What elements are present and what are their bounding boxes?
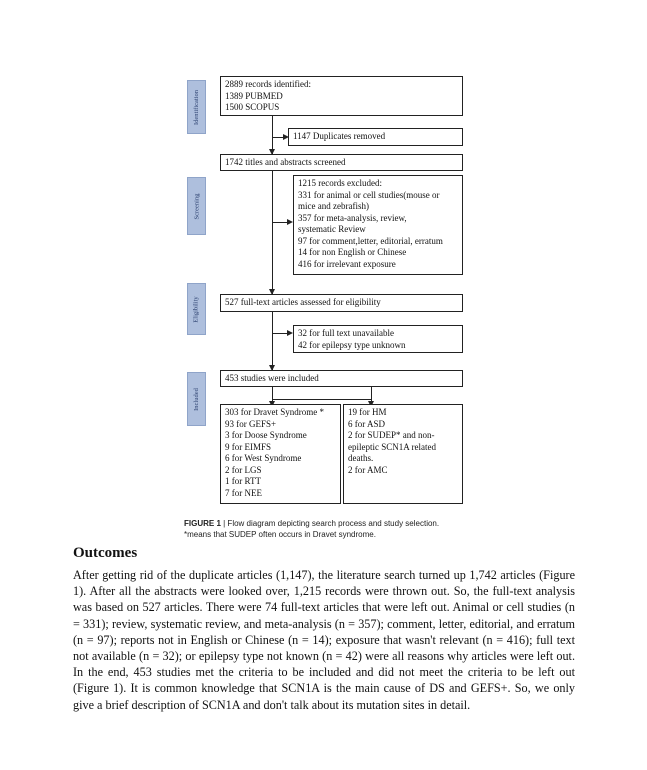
box-line: systematic Review: [298, 224, 366, 234]
box-line: 303 for Dravet Syndrome *: [225, 407, 324, 417]
box-duplicates-removed: [288, 128, 463, 146]
box-fulltext-assessed: [220, 294, 463, 312]
box-line: 1215 records excluded:: [298, 178, 382, 188]
stage-identification: [187, 80, 206, 134]
box-records-identified: [220, 76, 463, 116]
stage-screening: [187, 177, 206, 235]
box-group-left: [220, 404, 341, 504]
caption-text: | Flow diagram depicting search process and study selection.: [220, 519, 440, 528]
box-line: deaths.: [348, 453, 374, 463]
box-line: 1742 titles and abstracts screened: [225, 157, 346, 167]
box-line: 93 for GEFS+: [225, 418, 277, 429]
section-heading: Outcomes: [73, 545, 138, 561]
box-line: 1389 PUBMED: [225, 90, 283, 101]
box-line: mice and zebrafish): [298, 201, 369, 211]
box-fulltext-excluded: [293, 325, 463, 353]
box-line: 527 full-text articles assessed for eligibility: [225, 297, 381, 307]
caption-note: *means that SUDEP often occurs in Dravet syndrome.: [184, 530, 376, 539]
box-group-right: [343, 404, 463, 504]
stage-label: Identification: [193, 89, 201, 125]
box-line: 2 for SUDEP* and non-: [348, 430, 435, 440]
box-line: 2 for LGS: [225, 464, 262, 475]
connector: [272, 333, 288, 334]
box-screened: [220, 154, 463, 171]
connector: [272, 399, 371, 400]
stage-label: Eligibility: [193, 295, 200, 323]
box-line: 6 for ASD: [348, 418, 386, 429]
box-line: 2 for AMC: [348, 464, 388, 475]
box-line: 1 for RTT: [225, 476, 261, 486]
stage-eligibility: [187, 283, 206, 335]
stage-label: Included: [193, 387, 200, 411]
connector: [272, 386, 273, 400]
box-studies-included: [220, 370, 463, 387]
box-line: 42 for epilepsy type unknown: [298, 339, 406, 350]
box-line: 9 for EIMFS: [225, 441, 272, 452]
box-line: 331 for animal or cell studies(mouse or: [298, 189, 440, 200]
box-line: 357 for meta-analysis, review,: [298, 212, 407, 223]
box-line: 453 studies were included: [225, 373, 319, 383]
box-line: 416 for irrelevant exposure: [298, 258, 396, 269]
stage-label: Screening: [193, 193, 200, 219]
box-records-excluded: [293, 175, 463, 275]
box-line: 14 for non English or Chinese: [298, 247, 407, 257]
body-paragraph: After getting rid of the duplicate articles (1,147), the literature search turned up 1,742 articles (Figure 1). After all the abstracts were looked over, 1,215 records were thrown out. So, the full-text analysis was based on 527 articles. There were 74 full-text articles that were left out. Animal or cell studies (n = 331); review, systematic review, and meta-analysis (n = 357); comment, letter, editorial, and erratum (n = 97); reports not in English or Chinese (n = 14); exposure that wasn't relevant (n = 416); full text not available (n = 32); or epilepsy type not known (n = 42) were all reasons why articles were left out. In the end, 453 studies met the criteria to be included and did not meet the criteria to be left out (Figure 1). It is common knowledge that SCN1A is the main cause of DS and GEFS+. So, we only give a brief description of SCN1A and don't talk about its mutation sites in detail.: [73, 568, 575, 712]
box-line: 6 for West Syndrome: [225, 453, 302, 463]
box-line: 2889 records identified:: [225, 79, 311, 89]
connector: [272, 171, 273, 294]
connector: [272, 312, 273, 370]
figure-caption: [184, 518, 484, 540]
box-line: 1147 Duplicates removed: [293, 131, 386, 141]
box-line: 7 for NEE: [225, 487, 262, 498]
box-line: 97 for comment,letter, editorial, erratum: [298, 235, 443, 246]
caption-label: FIGURE 1: [184, 519, 221, 528]
connector: [272, 222, 288, 223]
box-line: epileptic SCN1A related: [348, 441, 436, 452]
box-line: 32 for full text unavailable: [298, 328, 394, 338]
box-line: 19 for HM: [348, 407, 387, 417]
box-line: 3 for Doose Syndrome: [225, 430, 307, 440]
stage-included: [187, 372, 206, 426]
box-line: 1500 SCOPUS: [225, 102, 280, 112]
